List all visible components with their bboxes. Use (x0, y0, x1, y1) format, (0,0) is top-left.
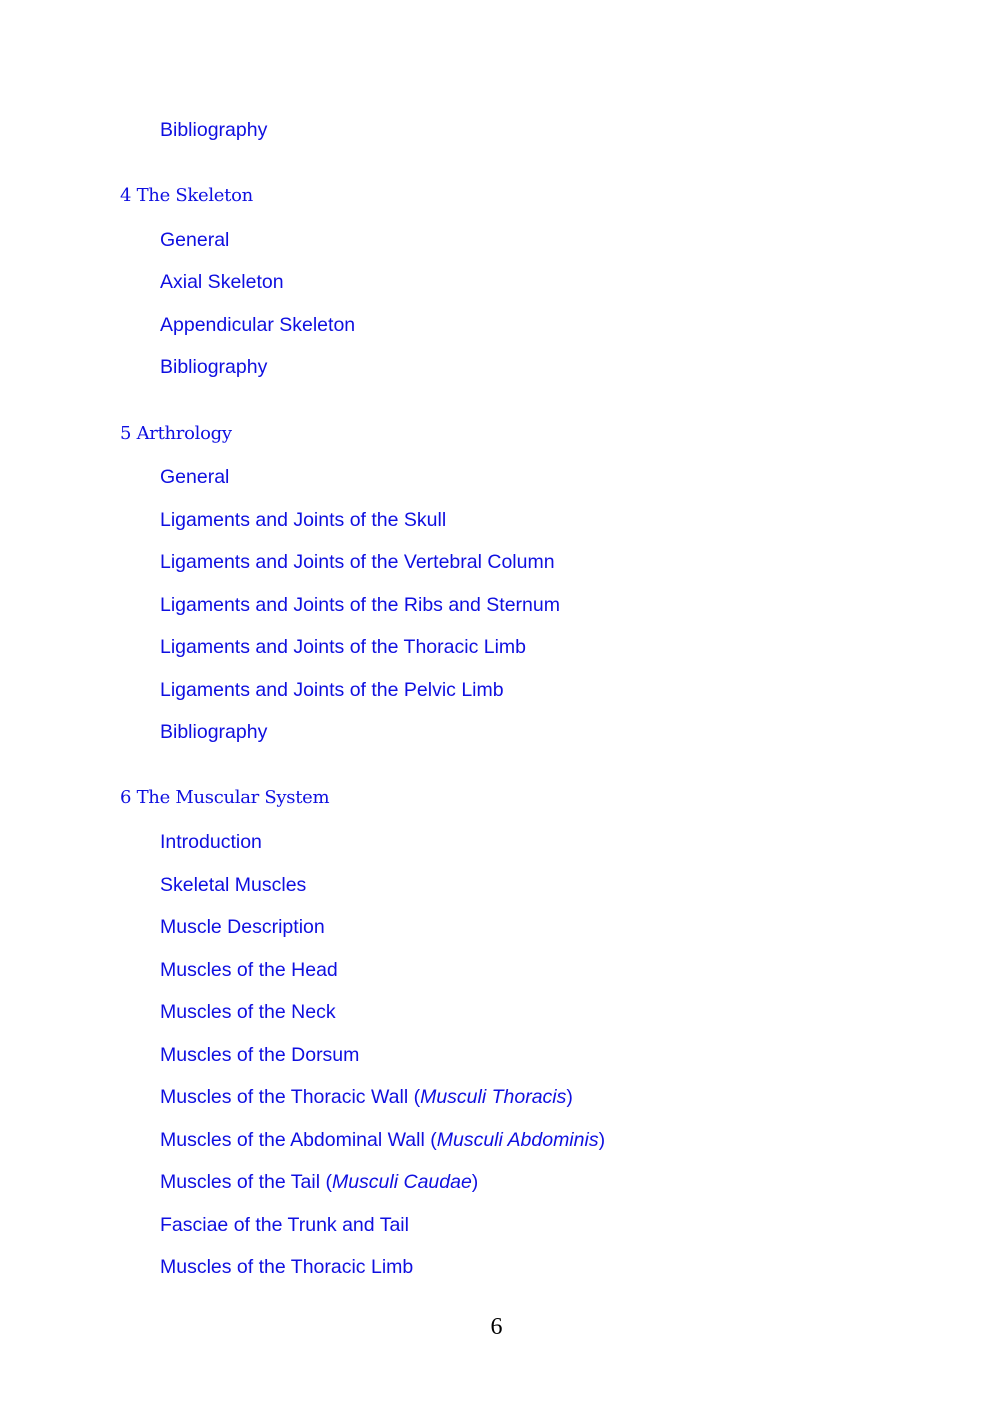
toc-link-ch6-neck[interactable]: Muscles of the Neck (160, 1001, 336, 1023)
toc-link-ch6-thoracic-wall[interactable] (160, 1085, 573, 1109)
toc-link-ch5-ribs-sternum[interactable]: Ligaments and Joints of the Ribs and Sternum (160, 594, 560, 616)
toc-link-ch6-head[interactable]: Muscles of the Head (160, 959, 338, 981)
entry-text: ) (598, 1129, 606, 1151)
toc-link-ch5-general[interactable]: General (160, 466, 230, 488)
toc-link-ch4-general[interactable]: General (160, 229, 230, 251)
toc-link-ch5-bibliography[interactable]: Bibliography (160, 721, 268, 743)
latin-term: Musculi Abdominis (436, 1129, 599, 1151)
toc-chapter-5-arthrology[interactable]: 5 Arthrology (120, 423, 232, 444)
toc-chapter-6-muscular-system[interactable]: 6 The Muscular System (120, 787, 330, 808)
toc-link-ch4-axial-skeleton[interactable]: Axial Skeleton (160, 271, 284, 293)
toc-link-ch6-fasciae[interactable]: Fasciae of the Trunk and Tail (160, 1214, 409, 1236)
toc-link-ch5-vertebral-column[interactable]: Ligaments and Joints of the Vertebral Column (160, 551, 555, 573)
toc-link-ch4-appendicular-skeleton[interactable]: Appendicular Skeleton (160, 314, 356, 336)
toc-link-ch4-bibliography[interactable]: Bibliography (160, 356, 268, 378)
toc-link-ch5-pelvic-limb[interactable]: Ligaments and Joints of the Pelvic Limb (160, 679, 504, 701)
toc-link-ch6-thoracic-limb[interactable]: Muscles of the Thoracic Limb (160, 1256, 414, 1278)
entry-text: Muscles of the Abdominal Wall ( (160, 1129, 437, 1151)
latin-term: Musculi Thoracis (420, 1086, 567, 1108)
entry-text: ) (471, 1171, 479, 1193)
toc-link-ch5-skull[interactable]: Ligaments and Joints of the Skull (160, 509, 447, 531)
toc-link-ch5-thoracic-limb[interactable]: Ligaments and Joints of the Thoracic Limb (160, 636, 527, 658)
toc-link-ch6-abdominal-wall[interactable] (160, 1128, 605, 1152)
toc-link-ch6-tail[interactable] (160, 1170, 478, 1194)
entry-text: Muscles of the Thoracic Wall ( (160, 1086, 421, 1108)
latin-term: Musculi Caudae (331, 1171, 472, 1193)
toc-link-ch6-introduction[interactable]: Introduction (160, 831, 262, 853)
entry-text: ) (566, 1086, 573, 1108)
toc-link-ch3-bibliography[interactable]: Bibliography (160, 119, 268, 141)
toc-chapter-4-skeleton[interactable]: 4 The Skeleton (120, 185, 253, 206)
toc-link-ch6-muscle-description[interactable]: Muscle Description (160, 916, 325, 938)
toc-link-ch6-dorsum[interactable]: Muscles of the Dorsum (160, 1044, 360, 1066)
toc-link-ch6-skeletal-muscles[interactable]: Skeletal Muscles (160, 874, 307, 896)
entry-text: Muscles of the Tail ( (160, 1171, 332, 1193)
page-number: 6 (490, 1314, 503, 1340)
